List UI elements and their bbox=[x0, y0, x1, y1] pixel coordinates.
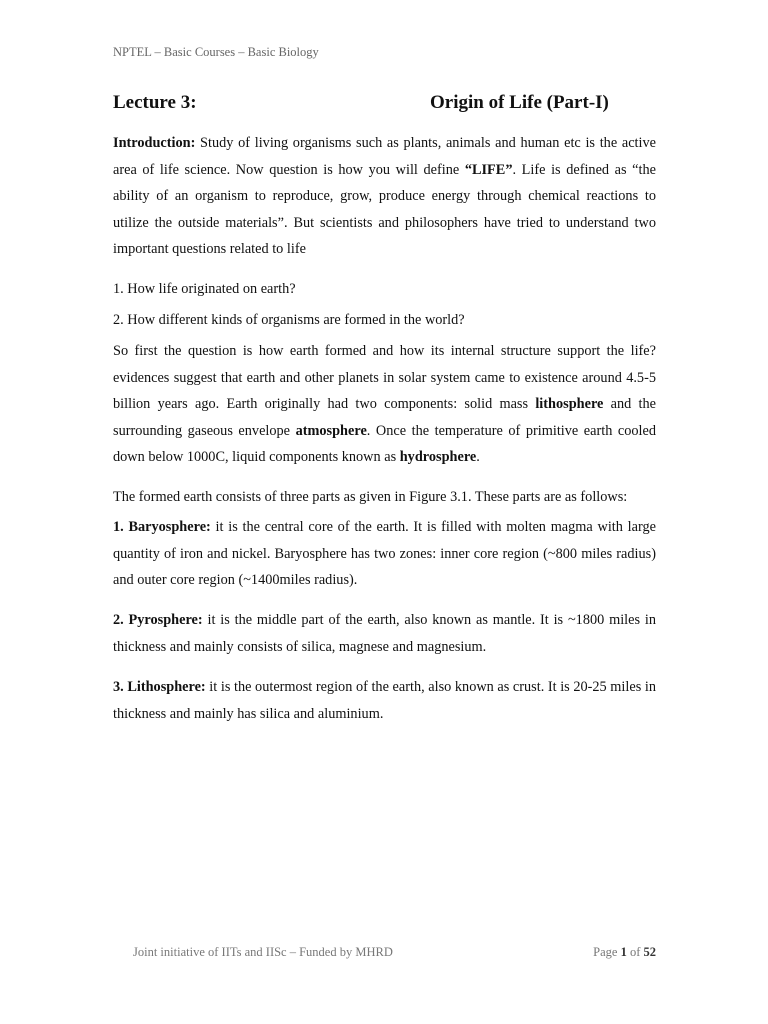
lecture-number: Lecture 3: bbox=[113, 92, 197, 113]
earth-text-4: . bbox=[476, 449, 480, 465]
lecture-title bbox=[113, 92, 657, 114]
earth-text-2: and the surrounding gaseous envelope bbox=[113, 396, 656, 439]
term-atmosphere: atmosphere bbox=[295, 422, 367, 439]
earth-text-1: So first the question is how earth formed and how its internal structure support the life? evidences suggest that earth and other planets in solar system came to existence around 4.5-5 billion years ago. Earth originally had two components: solid mass bbox=[113, 343, 656, 412]
question-2: 2. How different kinds of organisms are formed in the world? bbox=[113, 312, 465, 328]
earth-formation-paragraph bbox=[113, 338, 656, 471]
part-baryosphere bbox=[113, 514, 656, 594]
term-hydrosphere: hydrosphere bbox=[399, 449, 477, 465]
parts-intro: The formed earth consists of three parts as given in Figure 3.1. These parts are as follows: bbox=[113, 489, 628, 505]
part-lithosphere bbox=[113, 674, 656, 727]
earth-text-3: . Once the temperature of primitive earth cooled down below 1000C, liquid components known as bbox=[113, 422, 657, 465]
part-label: 3. Lithosphere: bbox=[113, 679, 206, 695]
intro-paragraph bbox=[113, 130, 656, 263]
lecture-topic: Origin of Life (Part-I) bbox=[430, 92, 609, 113]
page-of: of bbox=[626, 945, 644, 959]
part-text: it is the central core of the earth. It is filled with molten magma with large quantity of iron and nickel. Baryosphere has two zones: inner core region (~800 miles radius) and outer core region (~1400miles radius). bbox=[113, 519, 656, 588]
intro-text-1: Study of living organisms such as plants, animals and human etc is the active area of life science. Now question is how you will define bbox=[113, 135, 656, 178]
part-label: 1. Baryosphere: bbox=[113, 519, 211, 535]
part-text: it is the outermost region of the earth, also known as crust. It is 20-25 miles in thickness and mainly has silica and aluminium. bbox=[113, 679, 656, 722]
question-1: 1. How life originated on earth? bbox=[113, 281, 296, 297]
term-lithosphere: lithosphere bbox=[535, 396, 604, 412]
intro-label: Introduction: bbox=[113, 135, 196, 151]
part-text: it is the middle part of the earth, also known as mantle. It is ~1800 miles in thickness and mainly consists of silica, magnese and magnesium. bbox=[113, 612, 656, 655]
page-word: Page bbox=[593, 945, 621, 959]
intro-life-term: “LIFE” bbox=[464, 161, 513, 178]
intro-text-2: . Life is defined as “the ability of an organism to reproduce, grow, produce energy through chemical reactions to utilize the outside materials”. But scientists and philosophers have tried to understand two important questions related to life bbox=[113, 161, 656, 257]
footer-initiative: Joint initiative of IITs and IISc – Funded by MHRD bbox=[133, 945, 393, 959]
part-pyrosphere bbox=[113, 607, 656, 660]
running-header: NPTEL – Basic Courses – Basic Biology bbox=[113, 45, 319, 59]
page-current: 1 bbox=[620, 945, 627, 959]
part-label: 2. Pyrosphere: bbox=[113, 612, 203, 628]
page-total: 52 bbox=[643, 945, 656, 959]
page-number bbox=[593, 945, 656, 960]
